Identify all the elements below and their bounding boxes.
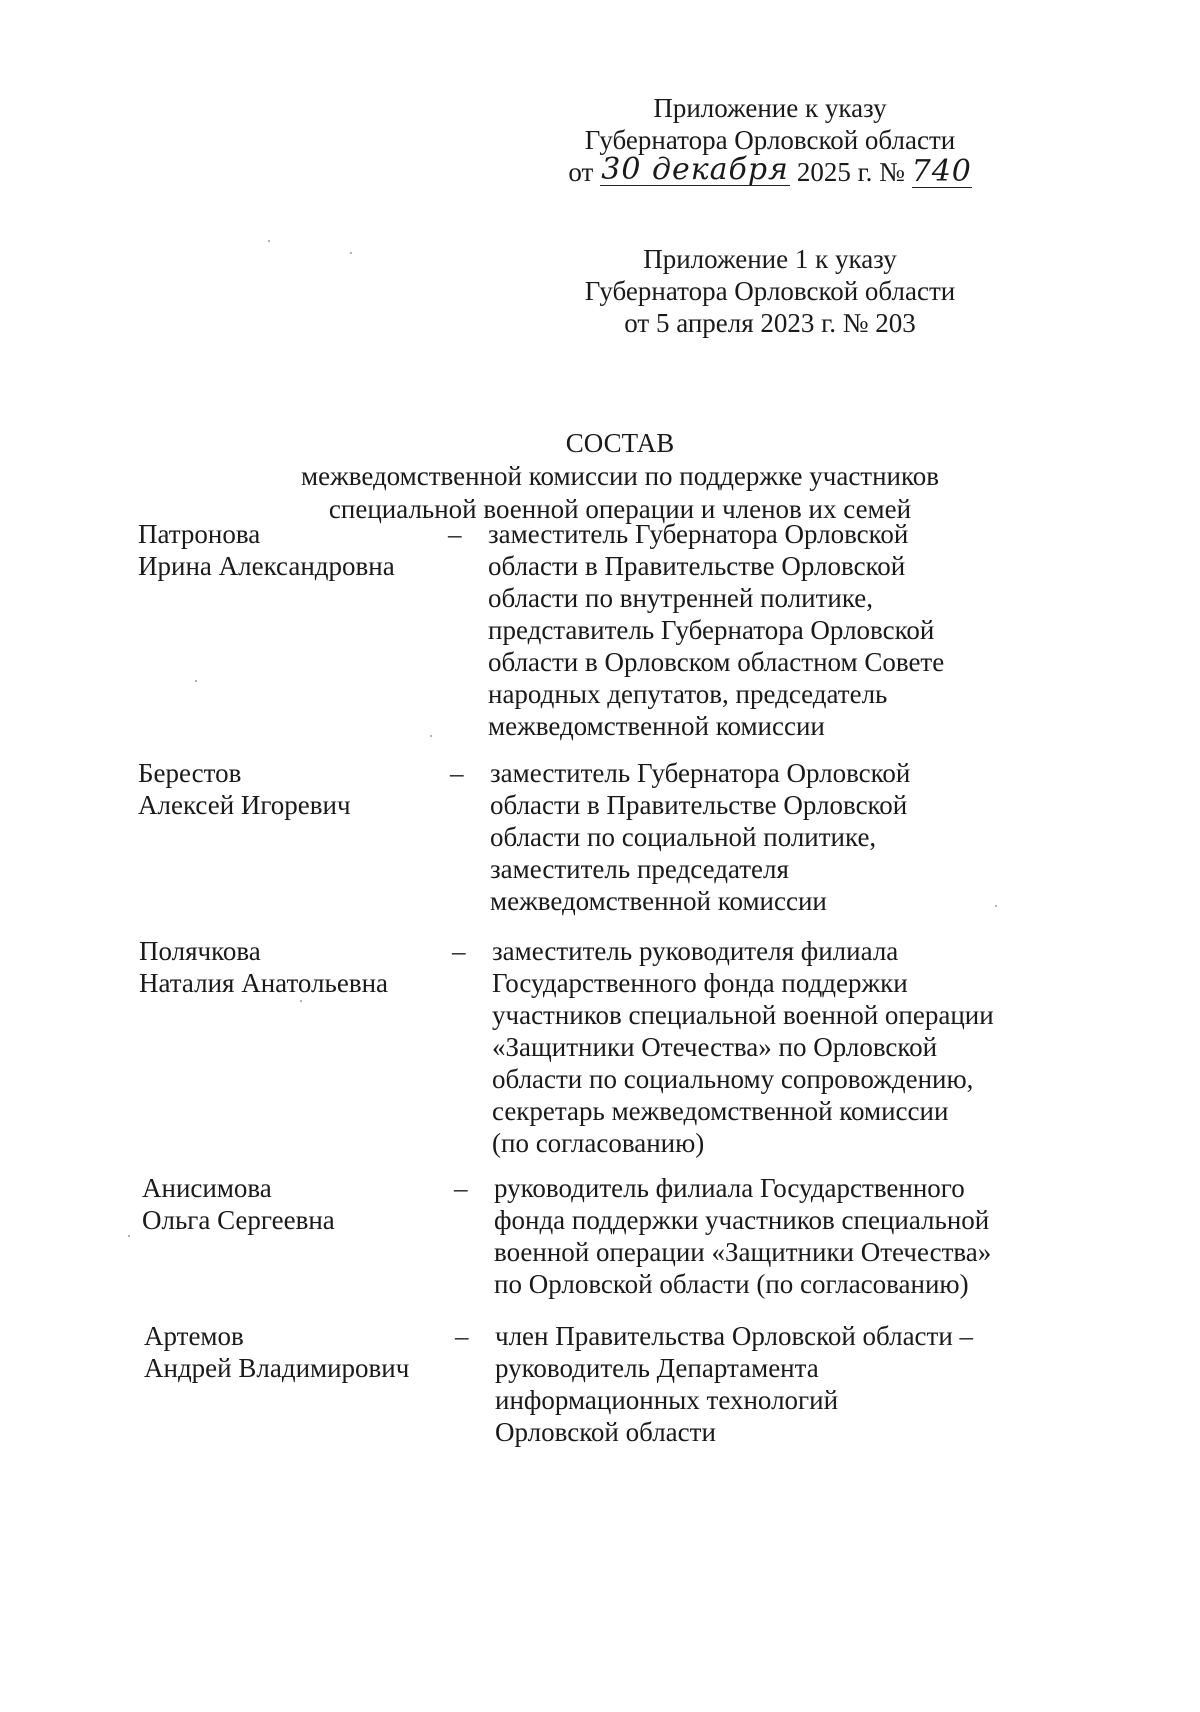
member-dash: –: [450, 758, 464, 788]
role-line: области в Орловском областном Совете: [488, 647, 945, 677]
role-line: народных депутатов, председатель: [488, 679, 888, 709]
member-role: [495, 1320, 973, 1448]
role-line: межведомственной комиссии: [488, 711, 825, 741]
role-line: секретарь межведомственной комиссии: [492, 1096, 949, 1126]
decree-date-line: [560, 152, 980, 189]
member-surname: Берестов: [138, 758, 242, 788]
member-name: [144, 1320, 409, 1384]
role-line: заместитель руководителя филиала: [492, 936, 899, 966]
member-role: [488, 518, 944, 742]
role-line: военной операции «Защитники Отечества»: [494, 1237, 992, 1267]
title-line: специальной военной операции и членов их семей: [328, 494, 912, 524]
appendix-line: Губернатора Орловской области: [584, 276, 956, 306]
title-heading: СОСТАВ: [565, 428, 675, 458]
role-line: участников специальной военной операции: [492, 1000, 994, 1030]
role-line: Государственного фонда поддержки: [492, 968, 908, 998]
title-line: межведомственной комиссии по поддержке участников: [301, 461, 939, 491]
scan-speck: [300, 1000, 302, 1002]
member-role: [492, 935, 994, 1159]
member-name: [142, 1172, 335, 1236]
appendix-line: от 5 апреля 2023 г. № 203: [624, 308, 916, 338]
member-name: [139, 935, 388, 999]
role-line: области по социальной политике,: [490, 822, 877, 852]
member-dash: –: [452, 936, 466, 966]
scan-speck: [128, 1235, 130, 1237]
scan-speck: [195, 680, 197, 682]
role-line: области по внутренней политике,: [488, 583, 874, 613]
role-line: области в Правительстве Орловской: [490, 790, 908, 820]
role-line: области в Правительстве Орловской: [488, 551, 906, 581]
member-role: [494, 1172, 991, 1300]
scan-speck: [268, 240, 270, 242]
member-dash: –: [455, 1321, 469, 1351]
role-line: фонда поддержки участников специальной: [494, 1205, 990, 1235]
role-line: информационных технологий: [495, 1385, 839, 1415]
appendix-line: Приложение к указу: [653, 93, 887, 123]
date-prefix: от: [568, 157, 594, 187]
member-surname: Патронова: [138, 519, 261, 549]
member-dash: –: [454, 1173, 468, 1203]
role-line: представитель Губернатора Орловской: [488, 615, 935, 645]
handwritten-number: 740: [911, 154, 972, 189]
handwritten-date: 30 декабря: [601, 152, 789, 187]
role-line: руководитель филиала Государственного: [494, 1173, 965, 1203]
member-surname: Артемов: [144, 1321, 244, 1351]
role-line: по Орловской области (по согласованию): [494, 1269, 969, 1299]
role-line: заместитель Губернатора Орловской: [490, 758, 911, 788]
role-line: заместитель председателя: [490, 854, 789, 884]
member-given-names: Ольга Сергеевна: [142, 1205, 335, 1235]
appendix-header-original: [560, 243, 980, 339]
member-given-names: Ирина Александровна: [138, 551, 395, 581]
scan-speck: [350, 252, 352, 254]
role-line: член Правительства Орловской области –: [495, 1321, 974, 1351]
role-line: «Защитники Отечества» по Орловской: [492, 1032, 938, 1062]
scan-speck: [995, 905, 997, 907]
role-line: заместитель Губернатора Орловской: [488, 519, 909, 549]
role-line: области по социальному сопровождению,: [492, 1064, 974, 1094]
document-title: [200, 428, 1040, 526]
role-line: Орловской области: [495, 1417, 716, 1447]
role-line: межведомственной комиссии: [490, 886, 827, 916]
role-line: руководитель Департамента: [495, 1353, 819, 1383]
appendix-line: Приложение 1 к указу: [643, 244, 897, 274]
member-dash: –: [448, 519, 462, 549]
role-line: (по согласованию): [492, 1128, 705, 1158]
year-number-label: 2025 г. №: [796, 157, 905, 187]
member-role: [490, 757, 910, 917]
member-name: [138, 757, 351, 821]
member-given-names: Алексей Игоревич: [138, 790, 351, 820]
member-given-names: Андрей Владимирович: [144, 1353, 410, 1383]
member-surname: Анисимова: [142, 1173, 272, 1203]
member-given-names: Наталия Анатольевна: [139, 968, 388, 998]
member-surname: Полячкова: [139, 936, 261, 966]
scan-speck: [430, 735, 432, 737]
member-name: [138, 518, 395, 582]
appendix-header-current: [560, 92, 980, 188]
appendix-line: Губернатора Орловской области: [584, 125, 956, 155]
